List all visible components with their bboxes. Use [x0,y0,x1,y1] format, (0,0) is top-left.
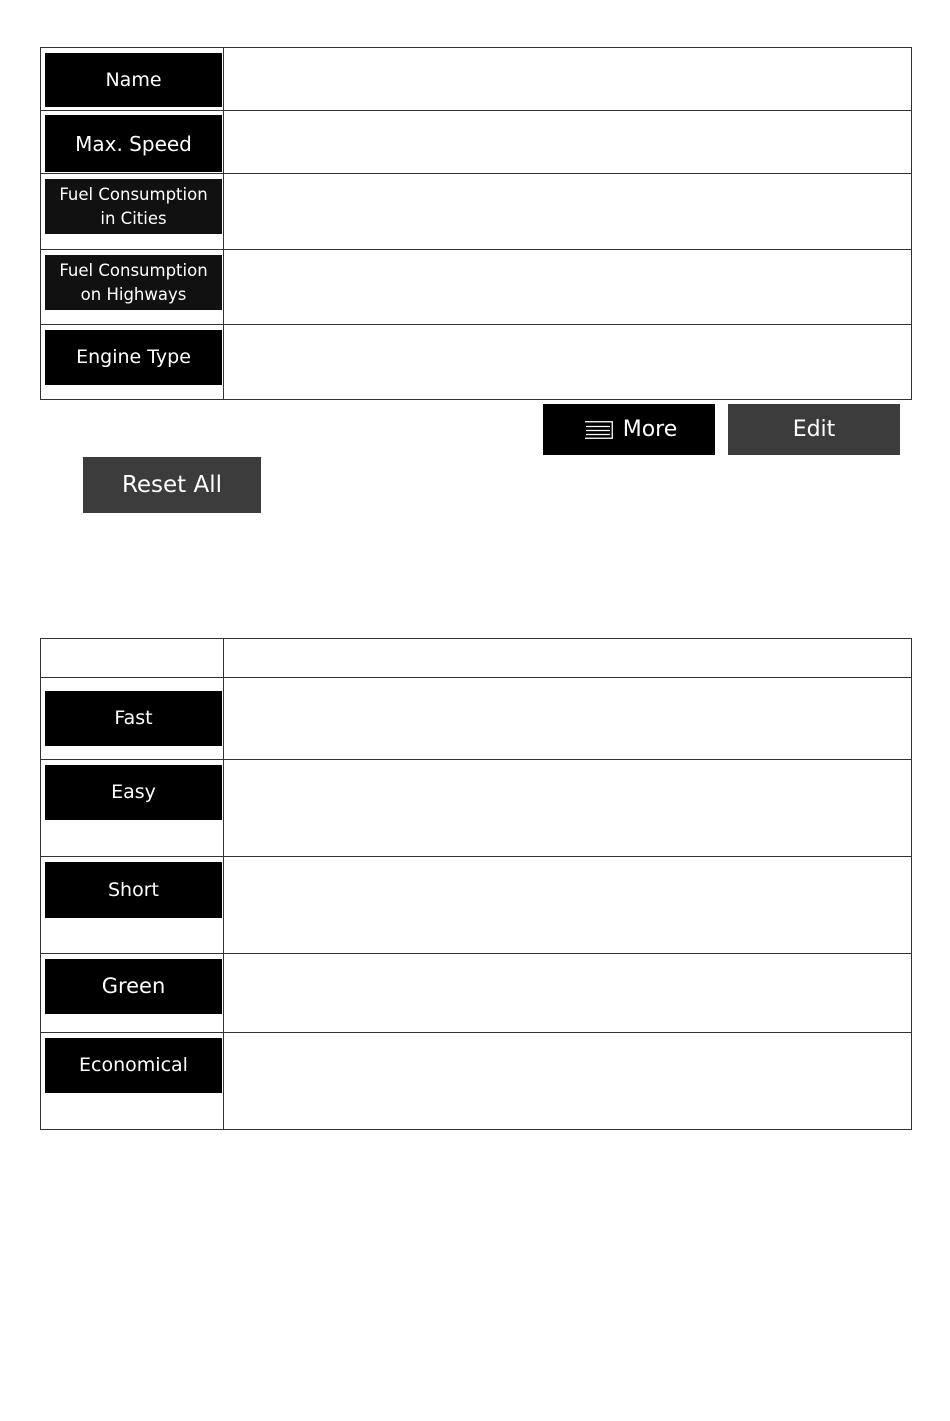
route-type-table [40,638,912,1130]
fast-button-label: Fast [114,707,153,730]
name-description-cell [224,48,912,111]
max-speed-button[interactable] [45,115,222,172]
table-row [41,678,912,760]
table-row [41,325,912,400]
fuel-cities-description-cell [224,174,912,250]
edit-button[interactable] [728,404,900,455]
reset-all-button[interactable] [83,457,261,513]
fuel-consumption-cities-button[interactable] [45,179,222,234]
engine-type-button-label: Engine Type [76,346,191,369]
more-button[interactable] [543,404,715,455]
fast-description-cell [224,678,912,760]
short-button[interactable] [45,862,222,918]
short-button-label: Short [108,878,159,901]
more-button-label: More [622,417,678,442]
header-cell-right [224,639,912,678]
easy-description-cell [224,760,912,857]
table-row [41,954,912,1033]
green-button-label: Green [101,973,166,998]
reset-all-button-label: Reset All [121,472,223,498]
name-button-label: Name [105,68,162,91]
fuel-consumption-highways-button[interactable] [45,255,222,310]
table-row [41,48,912,111]
table-row [41,174,912,250]
table-header-row [41,639,912,678]
table-row [41,111,912,174]
fast-button[interactable] [45,691,222,746]
table-row [41,250,912,325]
engine-type-button[interactable] [45,330,222,385]
green-button[interactable] [45,959,222,1014]
table-row [41,1033,912,1130]
engine-type-description-cell [224,325,912,400]
economical-button-label: Economical [79,1054,188,1077]
vehicle-profile-table [40,47,912,400]
edit-button-label: Edit [792,417,836,442]
economical-description-cell [224,1033,912,1130]
table-row [41,760,912,857]
max-speed-description-cell [224,111,912,174]
fuel-highways-label-line1: Fuel Consumption [59,261,208,281]
header-cell-left [41,639,224,678]
fuel-highways-label-line2: on Highways [80,284,187,304]
max-speed-button-label: Max. Speed [75,131,192,156]
easy-button-label: Easy [111,781,156,804]
short-description-cell [224,857,912,954]
economical-button[interactable] [45,1038,222,1093]
name-button[interactable] [45,53,222,107]
easy-button[interactable] [45,765,222,820]
fuel-cities-label-line2: in Cities [100,208,167,228]
fuel-highways-description-cell [224,250,912,325]
green-description-cell [224,954,912,1033]
menu-icon [581,421,613,439]
fuel-cities-label-line1: Fuel Consumption [59,185,208,205]
table-row [41,857,912,954]
